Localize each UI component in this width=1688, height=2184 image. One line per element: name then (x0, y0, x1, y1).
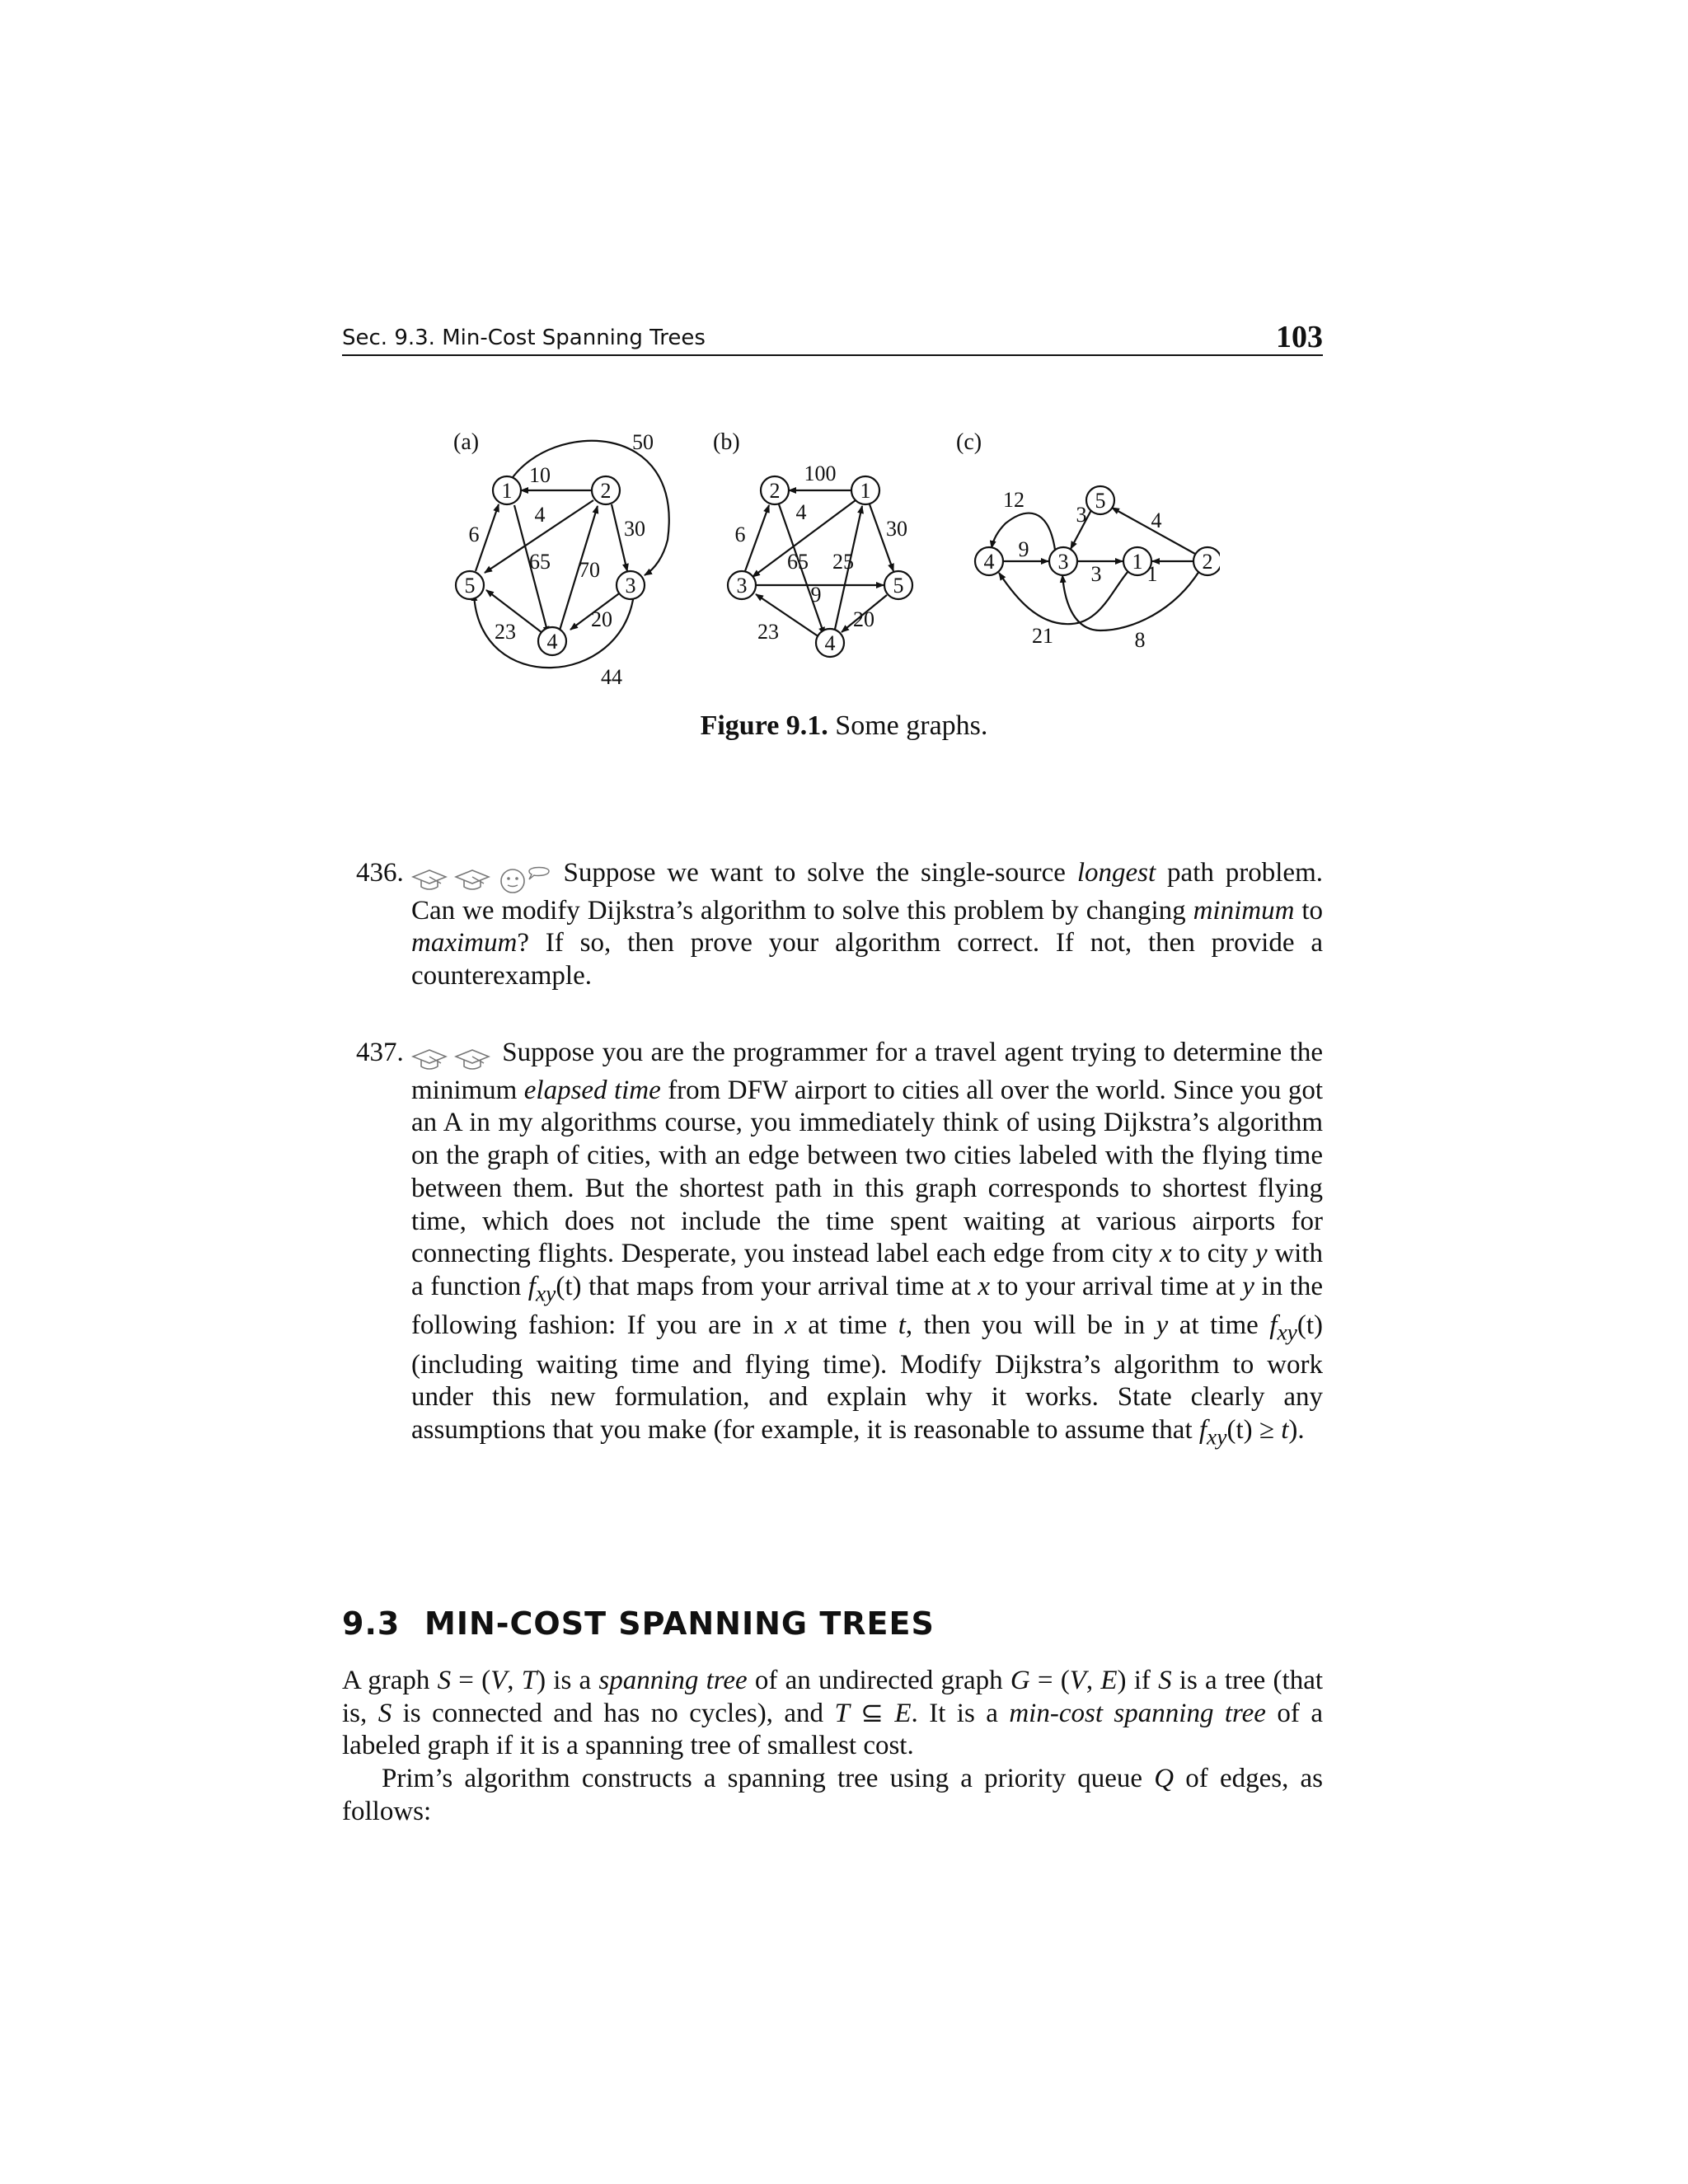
node-b-2-label: 2 (769, 479, 781, 503)
p436-text-7: ? If so, then prove your algorithm correct. If not, then provide a counterexample. (411, 928, 1323, 991)
problem-437-number: 437. (356, 1038, 404, 1067)
difficulty-icons-437 (411, 1042, 490, 1075)
p436-text-1: Suppose we want to solve the single-source (563, 858, 1077, 888)
edge-label-b-23: 23 (757, 620, 779, 644)
edge-label-c-3b: 3 (1090, 562, 1102, 586)
node-a-3-label: 3 (625, 574, 636, 598)
p437-text-11: at time (1168, 1310, 1270, 1341)
p437-var-t: t (898, 1310, 906, 1341)
p437-func-f: f (528, 1271, 536, 1301)
p437-func-arg: (t) (1296, 1310, 1324, 1341)
p436-text-5: to (1294, 895, 1324, 926)
p437-func-f: f (1269, 1310, 1278, 1341)
panel-a (453, 429, 669, 689)
edge-label-a-23: 23 (495, 620, 516, 644)
node-b-1-label: 1 (860, 479, 871, 503)
p436-longest: longest (1076, 858, 1156, 888)
edge-label-b-6: 6 (734, 523, 746, 546)
edge-label-b-65: 65 (787, 550, 809, 574)
figure-caption-label: Figure 9.1. (700, 710, 828, 741)
edge-label-a-30: 30 (624, 517, 645, 541)
p436-text-3: path problem. Can we modify Dijkstra’s algorithm to solve this problem by changing (411, 858, 1323, 926)
node-a-4-label: 4 (546, 630, 558, 654)
p437-var-x: x (978, 1271, 991, 1301)
running-header-title: Sec. 9.3. Min-Cost Spanning Trees (342, 326, 706, 350)
panel-c (956, 429, 1220, 652)
p437-func-sub: xy (1277, 1319, 1297, 1345)
p437-text-10: , then you will be in (905, 1310, 1156, 1341)
edge-label-a-10: 10 (529, 463, 551, 487)
p437-var-x: x (1160, 1239, 1172, 1269)
edge-label-c-8: 8 (1134, 628, 1146, 652)
edge-label-a-70: 70 (579, 558, 600, 582)
node-c-5-label: 5 (1095, 489, 1106, 513)
edge-label-b-9: 9 (810, 583, 822, 607)
mortarboard-icon (411, 867, 448, 892)
panel-c-label: (c) (956, 429, 982, 455)
node-c-4-label: 4 (983, 550, 995, 574)
difficulty-icons-436 (411, 862, 552, 895)
p437-var-y: y (1156, 1310, 1169, 1341)
edge-label-a-65: 65 (529, 550, 551, 574)
edge-label-a-4: 4 (534, 503, 546, 527)
p437-func-arg: (t) (1226, 1414, 1253, 1445)
figure-caption (0, 710, 1688, 742)
edge-label-c-4: 4 (1151, 509, 1162, 532)
edge-label-c-3a: 3 (1076, 503, 1087, 527)
edge-label-b-30: 30 (886, 517, 907, 541)
p437-text-12: (including waiting time and flying time). Modify Dijkstra’s algorithm to work under this new formulation, and explain why it works. State clearly any assumptions that you make (for example, it is reasonable to assume that (411, 1349, 1323, 1445)
p436-minimum: minimum (1193, 895, 1295, 926)
p437-text-5: with a function (411, 1239, 1323, 1301)
node-c-3-label: 3 (1057, 550, 1069, 574)
edge-b-3-2 (745, 505, 769, 571)
edge-label-a-6: 6 (468, 523, 480, 546)
section-title: MIN-COST SPANNING TREES (424, 1605, 935, 1642)
p437-text-1: Suppose you are the programmer for a travel agent trying to determine the minimum (411, 1038, 1323, 1105)
p437-func-sub: xy (535, 1280, 556, 1306)
node-a-5-label: 5 (464, 574, 476, 598)
thinking-face-icon (498, 865, 552, 894)
node-a-2-label: 2 (600, 479, 612, 503)
edge-label-b-25: 25 (832, 550, 854, 574)
edge-label-c-21: 21 (1032, 624, 1053, 648)
p437-var-y: y (1254, 1239, 1268, 1269)
p437-ineq: ≥ (1252, 1414, 1282, 1445)
node-b-5-label: 5 (893, 574, 904, 598)
edge-label-c-9: 9 (1018, 537, 1029, 561)
p436-maximum: maximum (411, 928, 518, 958)
p437-text-4: to city (1171, 1239, 1255, 1269)
section-paragraph-1: A graph S = (V, T) is a spanning tree of an undirected graph G = (V, E) if S is a tree (that is, S is connected and has no cycles), and T ⊆ E. It is a min-cost spanning tree of a labeled graph if it is a spanning tree of smallest cost. (342, 1666, 1324, 1761)
p437-text-6: that maps from your arrival time at (581, 1271, 978, 1301)
section-paragraph-2: Prim’s algorithm constructs a spanning tree using a priority queue Q of edges, as follows: (342, 1764, 1324, 1826)
mortarboard-icon (454, 1047, 490, 1071)
edge-label-a-50: 50 (632, 430, 654, 454)
figure-caption-text: Some graphs. (828, 710, 988, 741)
problem-437 (356, 1037, 1323, 1453)
edge-label-a-44: 44 (601, 665, 622, 689)
figure-9-1 (429, 424, 1220, 696)
header-rule (342, 354, 1323, 356)
p437-func-sub: xy (1207, 1423, 1227, 1450)
p437-var-t: t (1281, 1414, 1289, 1445)
edge-label-b-100: 100 (804, 462, 837, 485)
panel-b (713, 429, 912, 657)
node-c-2-label: 2 (1202, 550, 1213, 574)
p437-func-f: f (1198, 1414, 1207, 1445)
p437-var-y: y (1242, 1271, 1254, 1301)
problem-437-text (411, 1037, 1323, 1453)
p437-elapsed-time: elapsed time (523, 1075, 661, 1105)
p437-text-13: ). (1288, 1414, 1305, 1445)
graphs-diagram (429, 424, 1220, 696)
node-b-4-label: 4 (824, 631, 836, 655)
problem-436-number: 436. (356, 858, 404, 888)
p437-text-7: to your arrival time at (990, 1271, 1243, 1301)
problem-436-text (411, 857, 1323, 993)
edge-label-b-20: 20 (853, 607, 874, 631)
edge-label-c-12: 12 (1003, 488, 1025, 512)
p437-text-3: from DFW airport to cities all over the world. Since you got an A in my algorithms course, you immediately think of using Dijkstra’s algorithm on the graph of cities, with an edge between two cities labeled with the flying time between them. But the shortest path in this graph corresponds to shortest flying time, which does not include the time spent waiting at various airports for connecting flights. Desperate, you instead label each edge from city (411, 1075, 1323, 1269)
node-a-1-label: 1 (501, 479, 513, 503)
section-body (342, 1665, 1323, 1829)
section-number: 9.3 (342, 1605, 401, 1642)
panel-a-label: (a) (453, 429, 480, 455)
mortarboard-icon (454, 867, 490, 892)
p437-text-9: at time (796, 1310, 898, 1341)
problem-436 (356, 857, 1323, 993)
edge-label-b-4: 4 (795, 500, 807, 524)
p437-text-8: in the following fashion: If you are in (411, 1271, 1324, 1341)
p437-func-arg: (t) (556, 1271, 582, 1301)
node-b-3-label: 3 (736, 574, 748, 598)
mortarboard-icon (411, 1047, 448, 1071)
edge-label-c-1: 1 (1146, 562, 1158, 586)
node-c-1-label: 1 (1132, 550, 1143, 574)
panel-b-label: (b) (713, 429, 740, 455)
running-header (342, 320, 1323, 359)
p437-var-x: x (785, 1310, 797, 1341)
section-heading (342, 1605, 935, 1642)
page-number: 103 (1276, 320, 1323, 354)
edge-label-a-20: 20 (591, 607, 612, 631)
